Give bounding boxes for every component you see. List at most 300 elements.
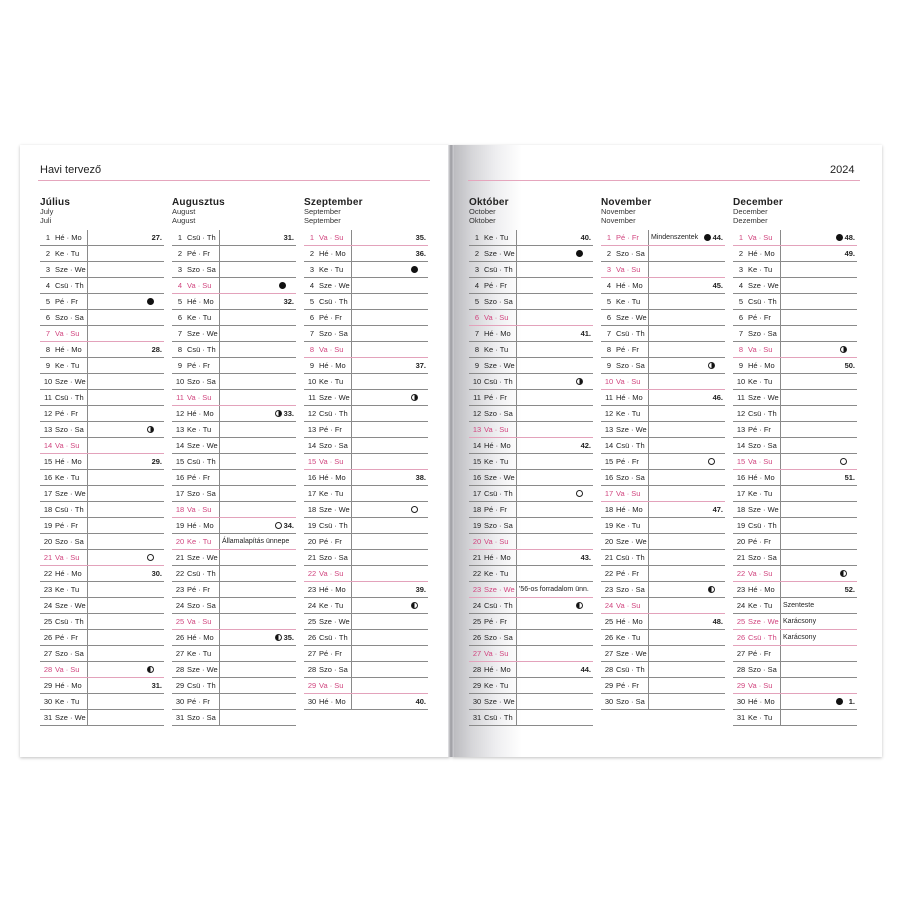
row-divider — [780, 454, 781, 470]
day-number: 15 — [604, 457, 614, 466]
day-number: 4 — [309, 281, 315, 290]
day-row[interactable] — [469, 454, 593, 470]
day-row[interactable] — [304, 390, 428, 406]
weekday-label: Va · Su — [319, 457, 344, 466]
day-row[interactable] — [601, 278, 725, 294]
day-row[interactable] — [40, 470, 164, 486]
day-number: 29 — [736, 681, 746, 690]
week-number: 41. — [580, 329, 591, 338]
day-row[interactable] — [601, 518, 725, 534]
week-number: 1. — [848, 697, 855, 706]
day-number: 7 — [309, 329, 315, 338]
row-divider — [87, 518, 88, 534]
weekday-label: Csü · Th — [484, 489, 513, 498]
day-row[interactable] — [40, 358, 164, 374]
day-number: 11 — [308, 393, 316, 402]
weekday-label: Hé · Mo — [55, 681, 82, 690]
weekday-label: Hé · Mo — [319, 249, 346, 258]
first-quarter-moon-icon — [411, 394, 418, 401]
day-list — [304, 230, 428, 710]
day-row[interactable] — [601, 550, 725, 566]
day-row[interactable] — [304, 278, 428, 294]
weekday-label: Szo · Sa — [187, 265, 216, 274]
day-row[interactable] — [304, 438, 428, 454]
day-row[interactable] — [469, 502, 593, 518]
row-divider — [648, 294, 649, 310]
day-row[interactable] — [733, 534, 857, 550]
day-row[interactable] — [469, 486, 593, 502]
day-row[interactable] — [601, 582, 725, 598]
day-row[interactable] — [469, 310, 593, 326]
weekday-label: Sze · We — [187, 329, 218, 338]
day-row[interactable] — [304, 326, 428, 342]
day-row[interactable] — [469, 518, 593, 534]
day-row[interactable] — [172, 406, 296, 422]
day-number: 21 — [604, 553, 614, 562]
week-number: 40. — [580, 233, 591, 242]
day-row[interactable] — [733, 486, 857, 502]
day-row[interactable] — [172, 646, 296, 662]
day-number: 9 — [606, 361, 612, 370]
day-row[interactable] — [733, 582, 857, 598]
day-row[interactable] — [601, 230, 725, 246]
day-row[interactable] — [304, 406, 428, 422]
day-row[interactable] — [304, 342, 428, 358]
day-row[interactable] — [733, 230, 857, 246]
weekday-label: Ke · Tu — [55, 473, 80, 482]
day-number: 1 — [45, 233, 51, 242]
day-row[interactable] — [469, 582, 593, 598]
day-row[interactable] — [304, 678, 428, 694]
week-number: 35. — [415, 233, 426, 242]
day-number: 31 — [43, 713, 53, 722]
day-row[interactable] — [601, 262, 725, 278]
day-row[interactable] — [40, 342, 164, 358]
day-row[interactable] — [469, 710, 593, 726]
day-row[interactable] — [304, 582, 428, 598]
day-row[interactable] — [601, 246, 725, 262]
day-row[interactable] — [733, 246, 857, 262]
day-number: 23 — [472, 585, 482, 594]
row-divider — [219, 582, 220, 598]
day-row[interactable] — [172, 486, 296, 502]
day-number: 20 — [43, 537, 53, 546]
day-row[interactable] — [601, 454, 725, 470]
day-row[interactable] — [733, 550, 857, 566]
day-row[interactable] — [601, 678, 725, 694]
day-row[interactable] — [733, 598, 857, 614]
day-row[interactable] — [172, 662, 296, 678]
day-row[interactable] — [304, 374, 428, 390]
day-row[interactable] — [304, 662, 428, 678]
day-row[interactable] — [733, 310, 857, 326]
row-divider — [87, 294, 88, 310]
day-row[interactable] — [40, 374, 164, 390]
day-row[interactable] — [733, 390, 857, 406]
weekday-label: Sze · We — [616, 537, 647, 546]
day-row[interactable] — [40, 310, 164, 326]
weekday-label: Pé · Fr — [748, 425, 771, 434]
week-number: 48. — [844, 233, 855, 242]
row-divider — [87, 326, 88, 342]
day-row[interactable] — [601, 374, 725, 390]
row-divider — [351, 662, 352, 678]
day-row[interactable] — [40, 422, 164, 438]
month-header — [733, 198, 857, 230]
day-row[interactable] — [40, 246, 164, 262]
day-row[interactable] — [733, 262, 857, 278]
day-row[interactable] — [172, 678, 296, 694]
day-row[interactable] — [469, 246, 593, 262]
row-divider — [351, 422, 352, 438]
day-row[interactable] — [733, 294, 857, 310]
day-row[interactable] — [601, 502, 725, 518]
day-row[interactable] — [304, 614, 428, 630]
row-divider — [87, 614, 88, 630]
month-name-translation: December — [733, 207, 768, 216]
day-row[interactable] — [601, 470, 725, 486]
day-row[interactable] — [469, 230, 593, 246]
day-row[interactable] — [469, 326, 593, 342]
day-row[interactable] — [469, 342, 593, 358]
day-row[interactable] — [733, 406, 857, 422]
row-divider — [87, 262, 88, 278]
row-divider — [780, 534, 781, 550]
weekday-label: Va · Su — [55, 665, 80, 674]
row-divider — [219, 598, 220, 614]
day-row[interactable] — [40, 694, 164, 710]
day-row[interactable] — [40, 630, 164, 646]
weekday-label: Csü · Th — [616, 553, 645, 562]
day-row[interactable] — [469, 374, 593, 390]
month-column-november — [601, 198, 725, 710]
day-row[interactable] — [40, 502, 164, 518]
day-row[interactable] — [601, 662, 725, 678]
week-number: 46. — [712, 393, 723, 402]
day-row[interactable] — [601, 342, 725, 358]
day-row[interactable] — [172, 598, 296, 614]
day-number: 20 — [604, 537, 614, 546]
day-row[interactable] — [172, 246, 296, 262]
day-row[interactable] — [172, 694, 296, 710]
row-divider — [351, 598, 352, 614]
day-number: 11 — [473, 393, 481, 402]
day-row[interactable] — [304, 246, 428, 262]
week-number: 33. — [283, 409, 294, 418]
day-row[interactable] — [172, 262, 296, 278]
row-divider — [351, 614, 352, 630]
row-divider — [648, 326, 649, 342]
day-row[interactable] — [601, 486, 725, 502]
day-row[interactable] — [733, 342, 857, 358]
weekday-label: Szo · Sa — [616, 249, 645, 258]
weekday-label: Ke · Tu — [748, 713, 773, 722]
day-row[interactable] — [172, 422, 296, 438]
row-divider — [516, 294, 517, 310]
weekday-label: Csü · Th — [187, 681, 216, 690]
week-number: 36. — [415, 249, 426, 258]
day-row[interactable] — [40, 678, 164, 694]
row-divider — [780, 406, 781, 422]
day-row[interactable] — [40, 262, 164, 278]
day-row[interactable] — [172, 470, 296, 486]
day-row[interactable] — [733, 374, 857, 390]
day-row[interactable] — [172, 550, 296, 566]
day-row[interactable] — [172, 614, 296, 630]
row-divider — [780, 422, 781, 438]
row-divider — [516, 262, 517, 278]
day-row[interactable] — [304, 646, 428, 662]
row-divider — [648, 694, 649, 710]
day-row[interactable] — [40, 230, 164, 246]
day-row[interactable] — [469, 358, 593, 374]
row-divider — [219, 566, 220, 582]
day-row[interactable] — [172, 342, 296, 358]
day-row[interactable] — [304, 598, 428, 614]
day-row[interactable] — [601, 630, 725, 646]
weekday-label: Csü · Th — [319, 297, 348, 306]
month-name-translation: Dezember — [733, 215, 768, 225]
row-divider — [219, 678, 220, 694]
day-row[interactable] — [304, 502, 428, 518]
day-row[interactable] — [304, 422, 428, 438]
row-divider — [780, 374, 781, 390]
day-row[interactable] — [601, 694, 725, 710]
day-number: 20 — [175, 537, 185, 546]
day-row[interactable] — [304, 262, 428, 278]
row-divider — [780, 694, 781, 710]
day-row[interactable] — [733, 694, 857, 710]
day-row[interactable] — [172, 374, 296, 390]
day-row[interactable] — [733, 566, 857, 582]
day-row[interactable] — [469, 470, 593, 486]
day-row[interactable] — [601, 598, 725, 614]
day-row[interactable] — [40, 454, 164, 470]
day-number: 8 — [474, 345, 480, 354]
day-row[interactable] — [304, 454, 428, 470]
day-row[interactable] — [40, 566, 164, 582]
day-row[interactable] — [40, 278, 164, 294]
day-row[interactable] — [733, 630, 857, 646]
day-row[interactable] — [40, 294, 164, 310]
day-row[interactable] — [601, 438, 725, 454]
day-number: 5 — [309, 297, 315, 306]
day-row[interactable] — [172, 278, 296, 294]
day-row[interactable] — [733, 518, 857, 534]
row-divider — [87, 710, 88, 726]
day-row[interactable] — [601, 358, 725, 374]
day-number: 4 — [474, 281, 480, 290]
weekday-label: Hé · Mo — [319, 697, 346, 706]
day-row[interactable] — [172, 566, 296, 582]
day-row[interactable] — [40, 438, 164, 454]
day-row[interactable] — [304, 486, 428, 502]
row-divider — [351, 518, 352, 534]
weekday-label: Szo · Sa — [319, 441, 348, 450]
day-row[interactable] — [304, 230, 428, 246]
row-divider — [648, 406, 649, 422]
day-row[interactable] — [469, 278, 593, 294]
row-divider — [648, 550, 649, 566]
day-row[interactable] — [304, 534, 428, 550]
day-row[interactable] — [469, 262, 593, 278]
day-row[interactable] — [40, 486, 164, 502]
day-row[interactable] — [40, 406, 164, 422]
day-row[interactable] — [172, 390, 296, 406]
day-row[interactable] — [304, 550, 428, 566]
weekday-label: Va · Su — [187, 505, 212, 514]
day-row[interactable] — [304, 566, 428, 582]
weekday-label: Ke · Tu — [55, 585, 80, 594]
day-row[interactable] — [40, 646, 164, 662]
day-row[interactable] — [733, 326, 857, 342]
day-row[interactable] — [304, 470, 428, 486]
day-row[interactable] — [469, 534, 593, 550]
weekday-label: Csü · Th — [616, 329, 645, 338]
day-row[interactable] — [469, 614, 593, 630]
weekday-label: Va · Su — [187, 393, 212, 402]
weekday-label: Va · Su — [484, 649, 509, 658]
day-row[interactable] — [172, 710, 296, 726]
day-row[interactable] — [469, 406, 593, 422]
day-row[interactable] — [304, 694, 428, 710]
day-row[interactable] — [40, 534, 164, 550]
day-row[interactable] — [40, 518, 164, 534]
day-row[interactable] — [40, 550, 164, 566]
row-divider — [87, 422, 88, 438]
day-row[interactable] — [601, 614, 725, 630]
day-row[interactable] — [601, 646, 725, 662]
weekday-label: Va · Su — [484, 313, 509, 322]
day-number: 13 — [604, 425, 614, 434]
day-row[interactable] — [601, 390, 725, 406]
row-divider — [648, 630, 649, 646]
day-row[interactable] — [172, 534, 296, 550]
weekday-label: Pé · Fr — [55, 297, 78, 306]
day-row[interactable] — [469, 566, 593, 582]
row-divider — [219, 278, 220, 294]
weekday-label: Szo · Sa — [187, 489, 216, 498]
day-row[interactable] — [733, 662, 857, 678]
weekday-label: Sze · We — [55, 601, 86, 610]
day-row[interactable] — [733, 646, 857, 662]
day-number: 10 — [736, 377, 746, 386]
month-column-august — [172, 198, 296, 726]
day-row[interactable] — [304, 294, 428, 310]
row-divider — [648, 246, 649, 262]
day-row[interactable] — [469, 550, 593, 566]
day-number: 15 — [307, 457, 317, 466]
row-divider — [516, 374, 517, 390]
day-row[interactable] — [469, 662, 593, 678]
day-row[interactable] — [172, 358, 296, 374]
day-row[interactable] — [40, 598, 164, 614]
day-row[interactable] — [601, 310, 725, 326]
day-row[interactable] — [469, 694, 593, 710]
day-row[interactable] — [172, 326, 296, 342]
day-row[interactable] — [601, 326, 725, 342]
day-row[interactable] — [469, 294, 593, 310]
day-row[interactable] — [172, 582, 296, 598]
day-row[interactable] — [469, 678, 593, 694]
day-row[interactable] — [733, 502, 857, 518]
day-row[interactable] — [469, 390, 593, 406]
day-row[interactable] — [40, 582, 164, 598]
month-header — [304, 198, 428, 230]
day-row[interactable] — [733, 710, 857, 726]
day-row[interactable] — [733, 438, 857, 454]
day-row[interactable] — [40, 710, 164, 726]
weekday-label: Sze · We — [55, 489, 86, 498]
row-divider — [648, 646, 649, 662]
weekday-label: Va · Su — [616, 489, 641, 498]
row-divider — [87, 390, 88, 406]
day-number: 10 — [472, 377, 482, 386]
day-row[interactable] — [469, 422, 593, 438]
day-row[interactable] — [172, 502, 296, 518]
day-row[interactable] — [733, 422, 857, 438]
row-divider — [219, 710, 220, 726]
day-row[interactable] — [172, 518, 296, 534]
weekday-label: Sze · We — [187, 665, 218, 674]
day-row[interactable] — [172, 294, 296, 310]
row-divider — [648, 486, 649, 502]
day-row[interactable] — [40, 614, 164, 630]
day-row[interactable] — [733, 358, 857, 374]
day-row[interactable] — [733, 470, 857, 486]
day-row[interactable] — [40, 662, 164, 678]
day-number: 19 — [472, 521, 482, 530]
day-number: 17 — [472, 489, 482, 498]
day-row[interactable] — [601, 294, 725, 310]
day-row[interactable] — [172, 310, 296, 326]
day-row[interactable] — [40, 390, 164, 406]
day-row[interactable] — [304, 630, 428, 646]
day-number: 5 — [45, 297, 51, 306]
holiday-note: Mindenszentek — [651, 234, 699, 241]
day-number: 14 — [175, 441, 185, 450]
weekday-label: Ke · Tu — [484, 681, 509, 690]
day-row[interactable] — [469, 598, 593, 614]
day-row[interactable] — [469, 630, 593, 646]
day-row[interactable] — [172, 438, 296, 454]
day-row[interactable] — [172, 630, 296, 646]
day-row[interactable] — [304, 310, 428, 326]
day-row[interactable] — [733, 278, 857, 294]
day-row[interactable] — [172, 230, 296, 246]
day-row[interactable] — [304, 518, 428, 534]
day-row[interactable] — [601, 534, 725, 550]
day-row[interactable] — [601, 566, 725, 582]
day-number: 25 — [736, 617, 746, 626]
day-row[interactable] — [601, 422, 725, 438]
day-number: 16 — [307, 473, 317, 482]
day-row[interactable] — [733, 678, 857, 694]
day-row[interactable] — [733, 614, 857, 630]
weekday-label: Hé · Mo — [55, 457, 82, 466]
month-column-july — [40, 198, 164, 726]
day-row[interactable] — [40, 326, 164, 342]
day-row[interactable] — [172, 454, 296, 470]
day-row[interactable] — [304, 358, 428, 374]
day-row[interactable] — [469, 438, 593, 454]
day-row[interactable] — [733, 454, 857, 470]
day-row[interactable] — [601, 406, 725, 422]
day-number: 9 — [474, 361, 480, 370]
day-row[interactable] — [469, 646, 593, 662]
row-divider — [780, 230, 781, 246]
row-divider — [516, 326, 517, 342]
